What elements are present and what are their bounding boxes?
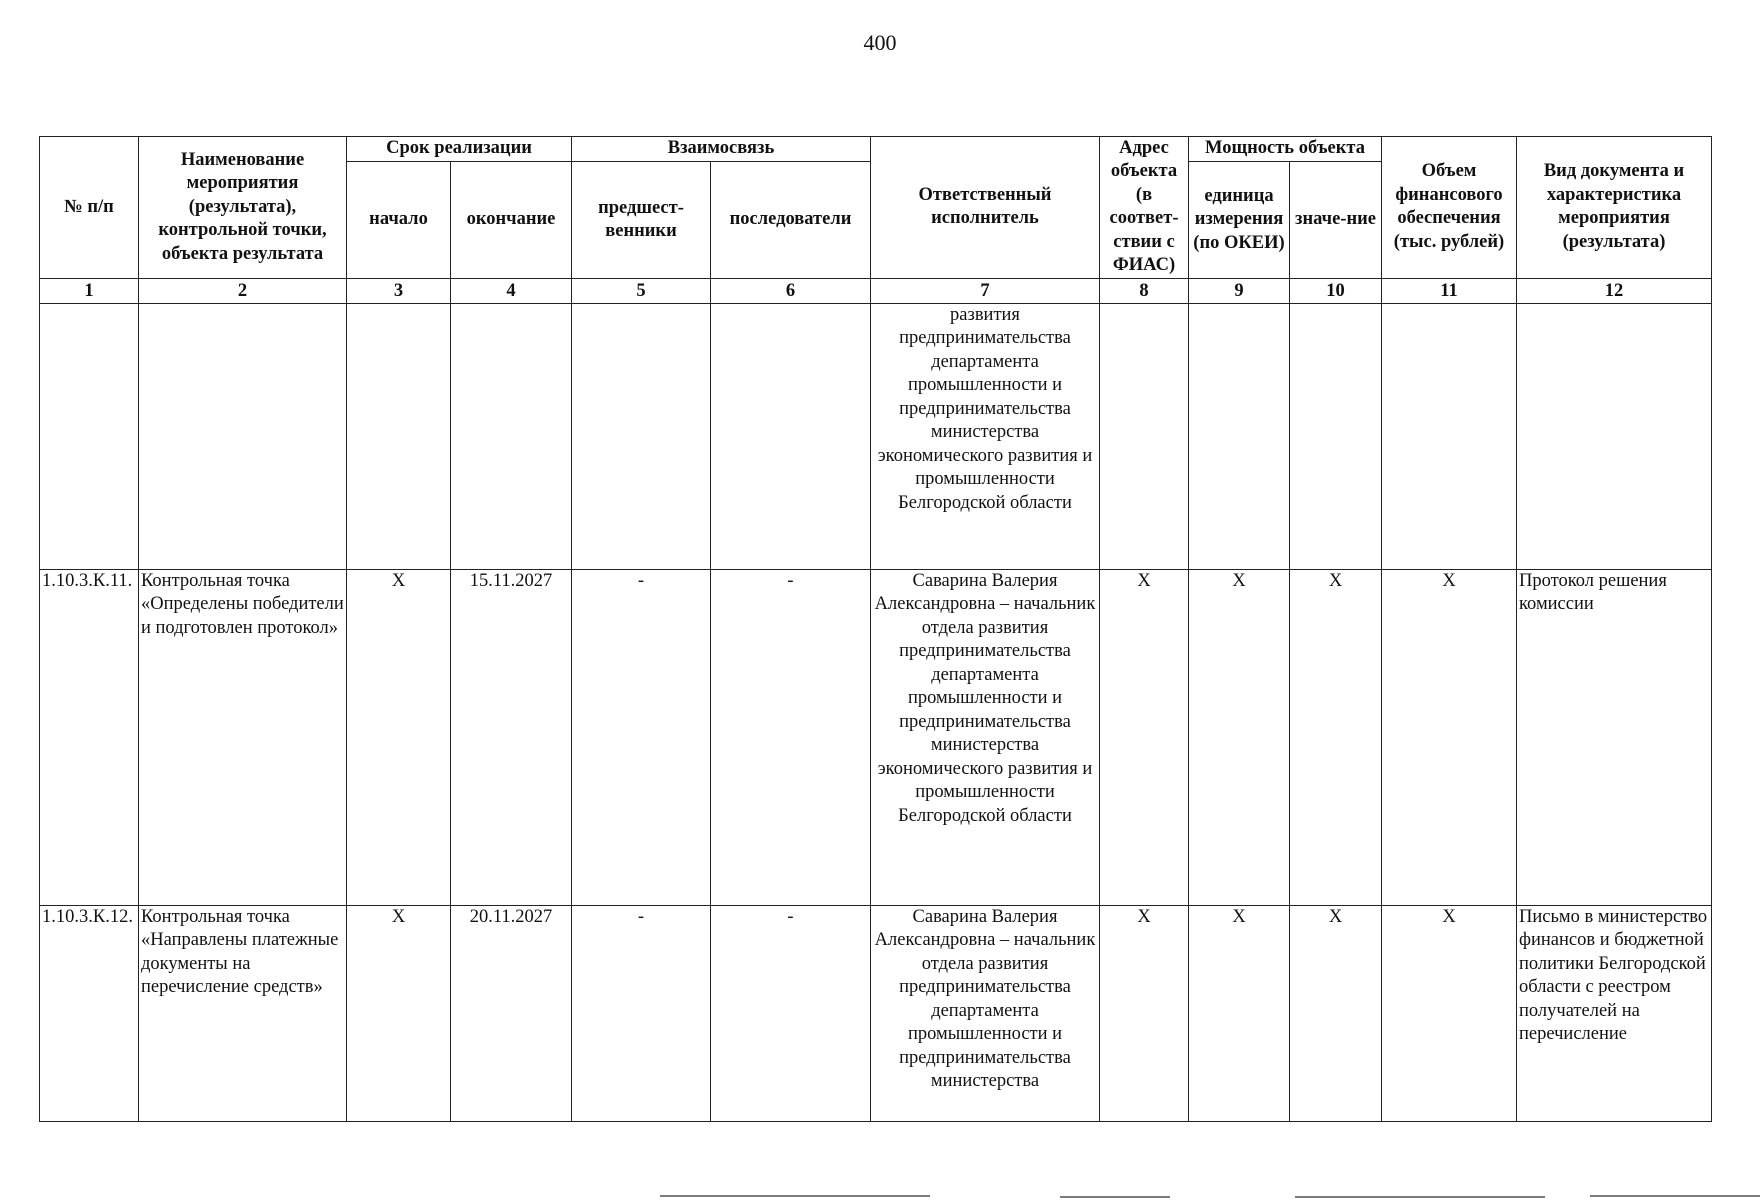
header-capacity-group: Мощность объекта — [1189, 137, 1382, 162]
column-number: 8 — [1100, 278, 1189, 303]
cell-finance: X — [1382, 569, 1517, 905]
page-number: 400 — [863, 30, 897, 55]
cell-finance — [1382, 303, 1517, 569]
column-number: 3 — [347, 278, 451, 303]
cell-doc-type: Протокол решения комиссии — [1517, 569, 1712, 905]
cell-successors: - — [711, 905, 871, 1121]
cell-start — [347, 303, 451, 569]
header-finance: Объем финансового обеспечения (тыс. рублей) — [1382, 137, 1517, 279]
cell-end: 20.11.2027 — [451, 905, 572, 1121]
column-number: 2 — [139, 278, 347, 303]
header-num: № п/п — [40, 137, 139, 279]
header-address: Адрес объекта (в соответ-ствии с ФИАС) — [1100, 137, 1189, 279]
cell-responsible: Саварина Валерия Александровна – начальник отдела развития предпринимательства департамента промышленности и предпринимательства министерства экономического развития и промышленности Белгородской области — [871, 569, 1100, 905]
cell-predecessors: - — [572, 905, 711, 1121]
cell-unit: X — [1189, 905, 1290, 1121]
table-row — [40, 303, 1712, 569]
plan-table — [39, 136, 1712, 1122]
scan-artifact-line — [1295, 1196, 1545, 1198]
column-number: 7 — [871, 278, 1100, 303]
table-row — [40, 569, 1712, 905]
cell-value: X — [1290, 569, 1382, 905]
header-doc-type: Вид документа и характеристика мероприятия (результата) — [1517, 137, 1712, 279]
cell-address — [1100, 303, 1189, 569]
cell-start: X — [347, 905, 451, 1121]
header-successors: последователи — [711, 162, 871, 279]
cell-name — [139, 303, 347, 569]
header-predecessors: предшест-венники — [572, 162, 711, 279]
cell-address: X — [1100, 905, 1189, 1121]
header-end: окончание — [451, 162, 572, 279]
column-number: 10 — [1290, 278, 1382, 303]
header-start: начало — [347, 162, 451, 279]
cell-num: 1.10.3.К.12. — [40, 905, 139, 1121]
cell-responsible: Саварина Валерия Александровна – начальник отдела развития предпринимательства департамента промышленности и предпринимательства министерства — [871, 905, 1100, 1121]
cell-value — [1290, 303, 1382, 569]
cell-responsible: развития предпринимательства департамента промышленности и предпринимательства министерства экономического развития и промышленности Белгородской области — [871, 303, 1100, 569]
cell-predecessors — [572, 303, 711, 569]
column-number: 5 — [572, 278, 711, 303]
scan-artifact-line — [1590, 1195, 1760, 1197]
column-number: 11 — [1382, 278, 1517, 303]
cell-unit: X — [1189, 569, 1290, 905]
column-number: 12 — [1517, 278, 1712, 303]
scan-artifact-line — [660, 1195, 930, 1197]
cell-address: X — [1100, 569, 1189, 905]
header-value: значе-ние — [1290, 162, 1382, 279]
column-number: 4 — [451, 278, 572, 303]
column-number: 1 — [40, 278, 139, 303]
cell-name: Контрольная точка «Определены победители и подготовлен протокол» — [139, 569, 347, 905]
cell-name: Контрольная точка «Направлены платежные документы на перечисление средств» — [139, 905, 347, 1121]
table-row — [40, 905, 1712, 1121]
column-number: 9 — [1189, 278, 1290, 303]
cell-num: 1.10.3.К.11. — [40, 569, 139, 905]
header-responsible: Ответственный исполнитель — [871, 137, 1100, 279]
header-name: Наименование мероприятия (результата), контрольной точки, объекта результата — [139, 137, 347, 279]
scan-artifact-line — [1060, 1196, 1170, 1198]
cell-successors: - — [711, 569, 871, 905]
cell-predecessors: - — [572, 569, 711, 905]
cell-doc-type — [1517, 303, 1712, 569]
cell-doc-type: Письмо в министерство финансов и бюджетной политики Белгородской области с реестром получателей на перечисление — [1517, 905, 1712, 1121]
cell-finance: X — [1382, 905, 1517, 1121]
header-link-group: Взаимосвязь — [572, 137, 871, 162]
cell-value: X — [1290, 905, 1382, 1121]
cell-num — [40, 303, 139, 569]
cell-end: 15.11.2027 — [451, 569, 572, 905]
cell-successors — [711, 303, 871, 569]
cell-start: X — [347, 569, 451, 905]
cell-end — [451, 303, 572, 569]
column-number: 6 — [711, 278, 871, 303]
cell-unit — [1189, 303, 1290, 569]
header-unit: единица измерения (по ОКЕИ) — [1189, 162, 1290, 279]
header-term-group: Срок реализации — [347, 137, 572, 162]
